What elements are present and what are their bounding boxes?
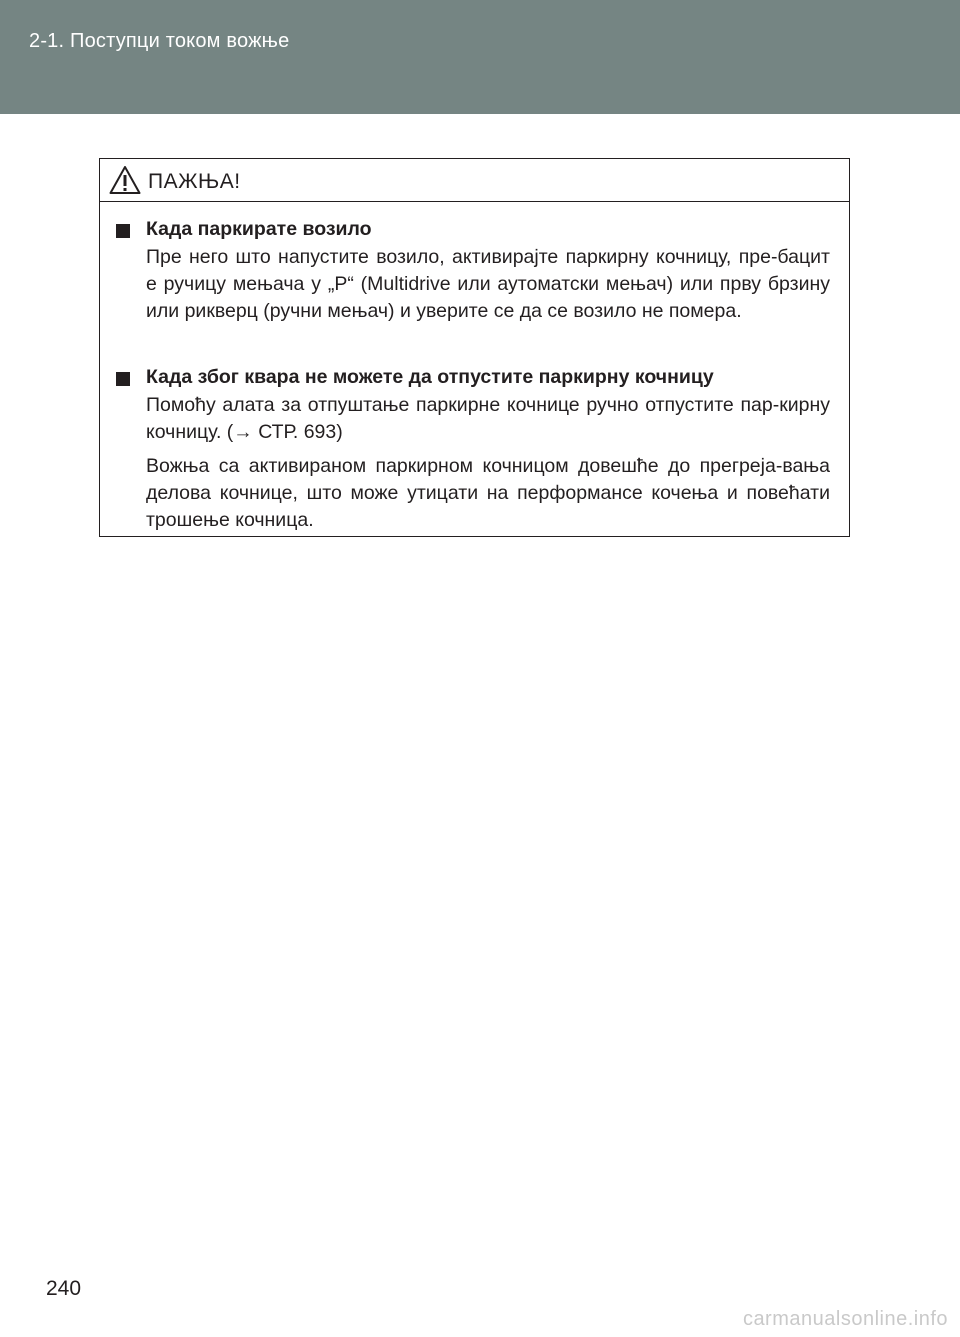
caution-divider	[100, 201, 849, 202]
square-bullet-icon	[116, 224, 130, 238]
square-bullet-icon	[116, 372, 130, 386]
warning-triangle-icon	[109, 165, 141, 195]
item-heading: Када због квара не можете да отпустите паркирну кочницу	[146, 366, 714, 388]
caution-label: ПАЖЊА!	[148, 170, 241, 193]
caution-header	[100, 159, 849, 202]
item-paragraph: Помоћу алата за отпуштање паркирне кочнице ручно отпустите пар-кирну кочницу. (→ СТР. 693)	[146, 394, 830, 443]
section-title: 2-1. Поступци током вожње	[29, 30, 290, 52]
item-paragraph: Пре него што напустите возило, активирајте паркирну кочницу, пре-бацит е ручицу мењача у „P“ (Multidrive или аутоматски мењач) или прву брзину или рикверц (ручни мењач) и уверите се да се возило не помера.	[146, 246, 830, 322]
caution-box	[99, 158, 850, 537]
header-band	[0, 0, 960, 114]
page-number: 240	[46, 1277, 82, 1300]
watermark: carmanualsonline.info	[742, 1308, 948, 1330]
item-heading: Када паркирате возило	[146, 218, 372, 240]
item-paragraph: Вожња са активираном паркирном кочницом довешће до прегреја-вања делова кочнице, што може утицати на перформансе кочења и повећати трошење кочница.	[146, 455, 830, 531]
